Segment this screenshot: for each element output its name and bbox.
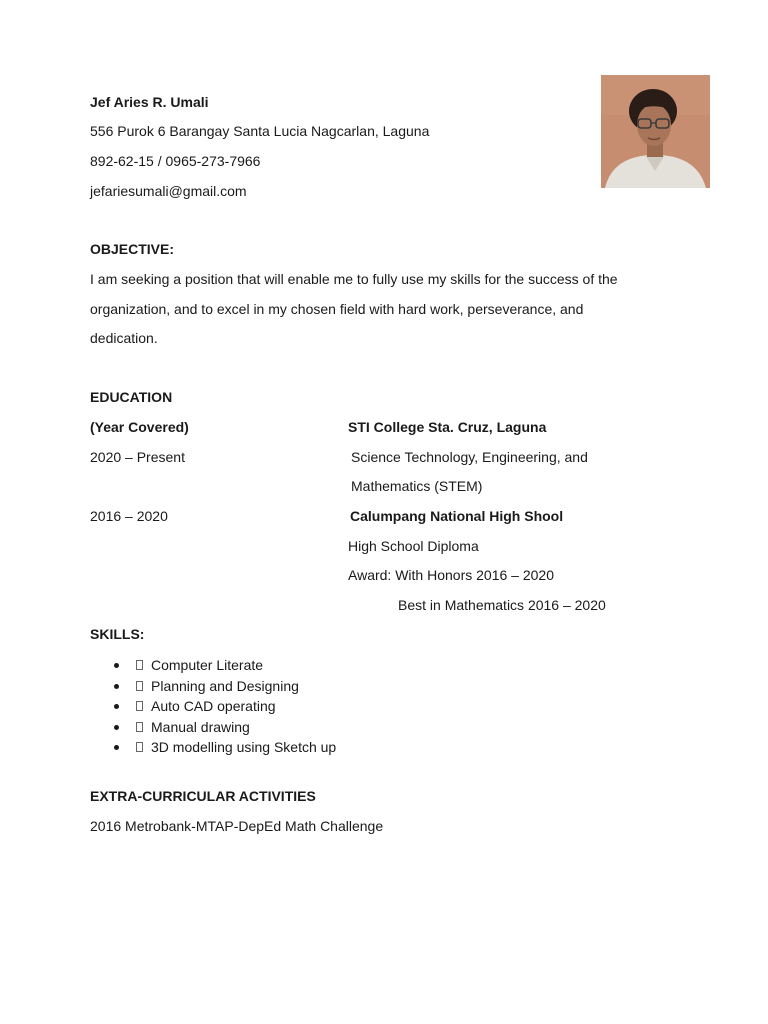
college-program-line: Science Technology, Engineering, and [351,449,588,465]
skill-label: Auto CAD operating [151,698,276,714]
missing-glyph-icon [136,722,143,732]
college-name: STI College Sta. Cruz, Laguna [348,419,547,435]
address-line: 556 Purok 6 Barangay Santa Lucia Nagcarlan, Laguna [90,123,430,139]
highschool-years: 2016 – 2020 [90,508,168,524]
missing-glyph-icon [136,681,143,691]
bullet-icon [114,663,119,668]
college-program-line: Mathematics (STEM) [351,478,483,494]
highschool-name: Calumpang National High Shool [350,508,564,524]
year-covered-header: (Year Covered) [90,419,189,435]
applicant-name: Jef Aries R. Umali [90,94,209,110]
objective-line: organization, and to excel in my chosen field with hard work, perseverance, and [90,301,584,317]
highschool-diploma: High School Diploma [348,538,479,554]
skill-label: Computer Literate [151,657,264,673]
bullet-icon [114,704,119,709]
bullet-icon [114,725,119,730]
objective-line: I am seeking a position that will enable me to fully use my skills for the success of the [90,271,618,287]
bullet-icon [114,745,119,750]
education-heading: EDUCATION [90,389,173,405]
highschool-award: Award: With Honors 2016 – 2020 [348,567,554,583]
activities-heading: EXTRA-CURRICULAR ACTIVITIES [90,788,316,804]
missing-glyph-icon [136,742,143,752]
skills-heading: SKILLS: [90,626,145,642]
objective-line: dedication. [90,330,158,346]
profile-photo [601,75,710,188]
objective-heading: OBJECTIVE: [90,241,175,257]
phone-line: 892-62-15 / 0965-273-7966 [90,153,261,169]
email-line: jefariesumali@gmail.com [90,183,247,199]
bullet-icon [114,684,119,689]
skill-label: Manual drawing [151,718,250,735]
highschool-award-math: Best in Mathematics 2016 – 2020 [398,597,606,613]
activity-item: 2016 Metrobank-MTAP-DepEd Math Challenge [90,818,384,834]
college-years: 2020 – Present [90,449,185,465]
skill-label: 3D modelling using Sketch up [151,739,337,755]
missing-glyph-icon [136,701,143,711]
missing-glyph-icon [136,660,143,670]
skill-label: Planning and Designing [151,677,299,694]
